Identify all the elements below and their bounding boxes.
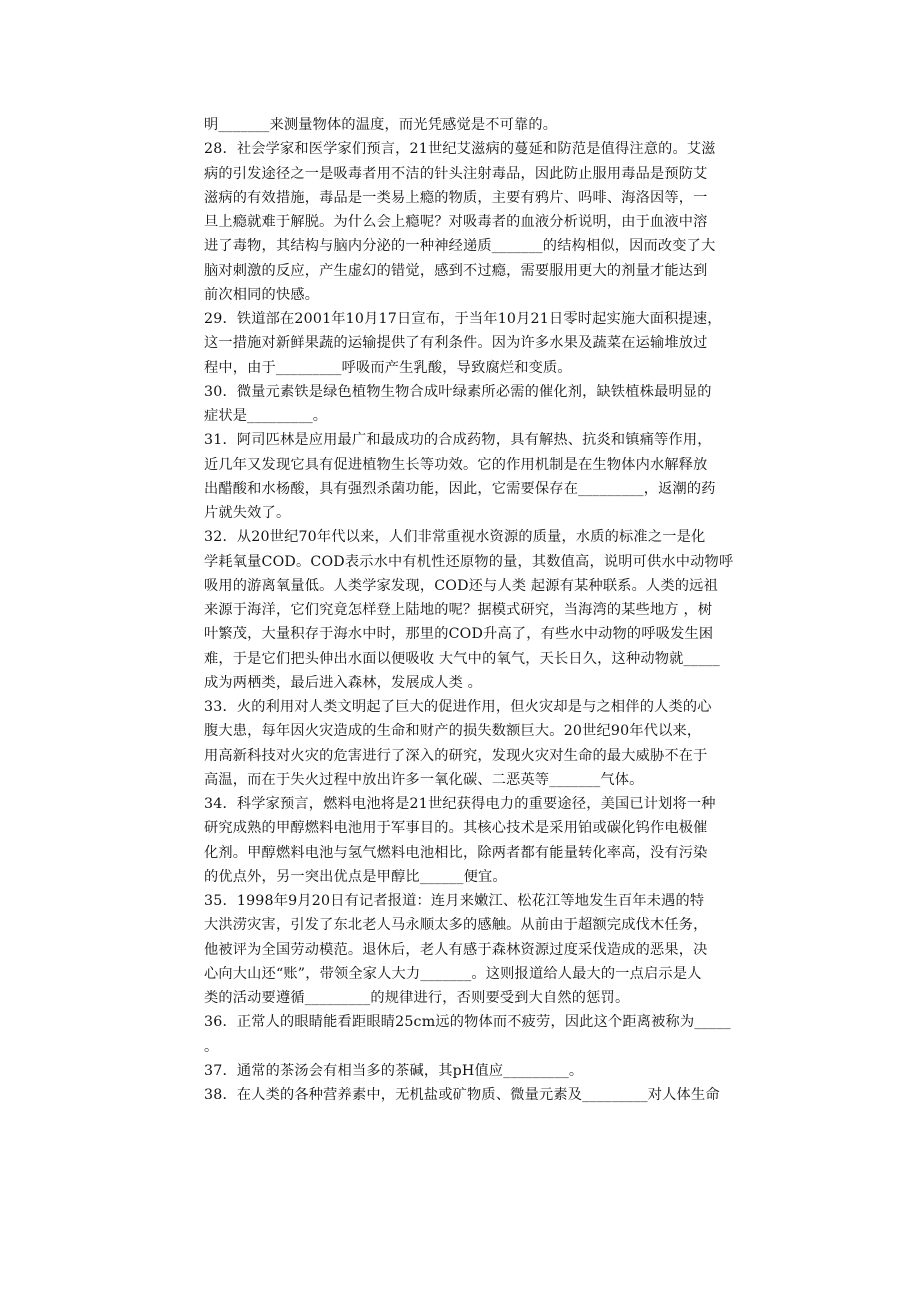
text-line: 37．通常的茶汤会有相当多的茶碱，其pH值应_________。 [204,1062,584,1079]
text-line: 程中，由于_________呼吸而产生乳酸，导致腐烂和变质。 [204,359,572,376]
text-line: 来源于海洋，它们究竟怎样登上陆地的呢？据模式研究，当海湾的某些地方 ，树 [204,602,713,618]
text-line: 病的引发途径之一是吸毒者用不洁的针头注射毒品，因此防止服用毒品是预防艾 [204,165,708,182]
text-line: 旦上瘾就难于解脱。为什么会上瘾呢？对吸毒者的血液分析说明，由于血液中溶 [204,214,708,230]
text-line: 28．社会学家和医学家们预言，21世纪艾滋病的蔓延和防范是值得注意的。艾滋 [204,141,716,158]
text-line: 片就失效了。 [204,505,291,521]
text-line: 腹大患，每年因火灾造成的生命和财产的损失数额巨大。20世纪90年代以来， [204,723,702,740]
text-line: 29．铁道部在2001年10月17日宣布，于当年10月21日零时起实施大面积提速， [204,311,722,327]
document-text [204,113,794,1107]
text-line: 难，于是它们把头伸出水面以便吸收 大气中的氧气，天长日久，这种动物就_____ [204,650,720,667]
text-line: 这一措施对新鲜果蔬的运输提供了有利条件。因为许多水果及蔬菜在运输堆放过 [204,335,708,352]
text-line: 类的活动要遵循_________的规律进行，否则要受到大自然的惩罚。 [204,990,630,1006]
text-line: 近几年又发现它具有促进植物生长等功效。它的作用机制是在生物体内水解释放 [204,456,708,473]
text-line: 33．火的利用对人类文明起了巨大的促进作用，但火灾却是与之相伴的人类的心 [204,699,712,715]
text-line: 出醋酸和水杨酸，具有强烈杀菌功能，因此，它需要保存在_________，返潮的药 [204,480,716,497]
text-line: 32．从20世纪70年代以来，人们非常重视水资源的质量，水质的标准之一是化 [204,529,706,546]
text-line: 。 [204,1038,219,1055]
text-line: 化剂。甲醇燃料电池与氢气燃料电池相比，除两者都有能量转化率高，没有污染 [204,844,708,861]
text-line: 进了毒物，其结构与脑内分泌的一种神经递质_______的结构相似，因而改变了大 [204,238,716,255]
text-line: 他被评为全国劳动模范。退休后，老人有感于森林资源过度采伐造成的恶果，决 [204,941,708,958]
text-line: 高温，而在于失火过程中放出许多一氧化碳、二恶英等_______气体。 [204,771,644,788]
text-line: 脑对刺激的反应，产生虚幻的错觉，感到不过瘾，需要服用更大的剂量才能达到 [204,262,708,279]
text-line: 心向大山还“账”，带领全家人大力_______。这则报道给人最大的一点启示是人 [204,965,702,982]
text-line: 成为两栖类，最后进入森林，发展成人类 。 [204,674,483,691]
text-line: 前次相同的快感。 [204,286,320,303]
text-line: 大洪涝灾害，引发了东北老人马永顺太多的感触。从前由于超额完成伐木任务， [204,917,708,934]
text-line: 36．正常人的眼睛能看距眼睛25cm远的物体而不疲劳，因此这个距离被称为_____ [204,1014,731,1031]
text-line: 研究成熟的甲醇燃料电池用于军事目的。其核心技术是采用铂或碳化钨作电极催 [204,820,708,837]
text-line: 用高新科技对火灾的危害进行了深入的研究，发现火灾对生命的最大威胁不在于 [204,747,708,764]
text-line: 的优点外，另一突出优点是甲醇比______便宜。 [204,868,507,885]
text-line: 34．科学家预言，燃料电池将是21世纪获得电力的重要途径，美国已计划将一种 [204,796,716,812]
text-line: 30．微量元素铁是绿色植物生物合成叶绿素所必需的催化剂，缺铁植株最明显的 [204,383,712,400]
text-line: 明_______来测量物体的温度，而光凭感觉是不可靠的。 [204,117,558,133]
text-line: 35．1998年9月20日有记者报道：连月来嫩江、松花江等地发生百年未遇的特 [204,893,705,909]
text-line: 学耗氧量COD。COD表示水中有机性还原物的量，其数值高，说明可供水中动物呼 [204,553,734,570]
text-line: 叶繁茂，大量积存于海水中时，那里的COD升高了，有些水中动物的呼吸发生困 [204,626,714,643]
text-line: 吸用的游离氧量低。人类学家发现，COD还与人类 起源有某种联系。人类的远祖 [204,577,718,594]
text-line: 症状是_________。 [204,408,328,424]
text-line: 滋病的有效措施，毒品是一类易上瘾的物质，主要有鸦片、吗啡、海洛因等，一 [204,189,708,206]
text-line: 38．在人类的各种营养素中，无机盐或矿物质、微量元素及_________对人体生命 [204,1087,720,1103]
text-line: 31．阿司匹林是应用最广和最成功的合成药物，具有解热、抗炎和镇痛等作用， [204,432,712,449]
